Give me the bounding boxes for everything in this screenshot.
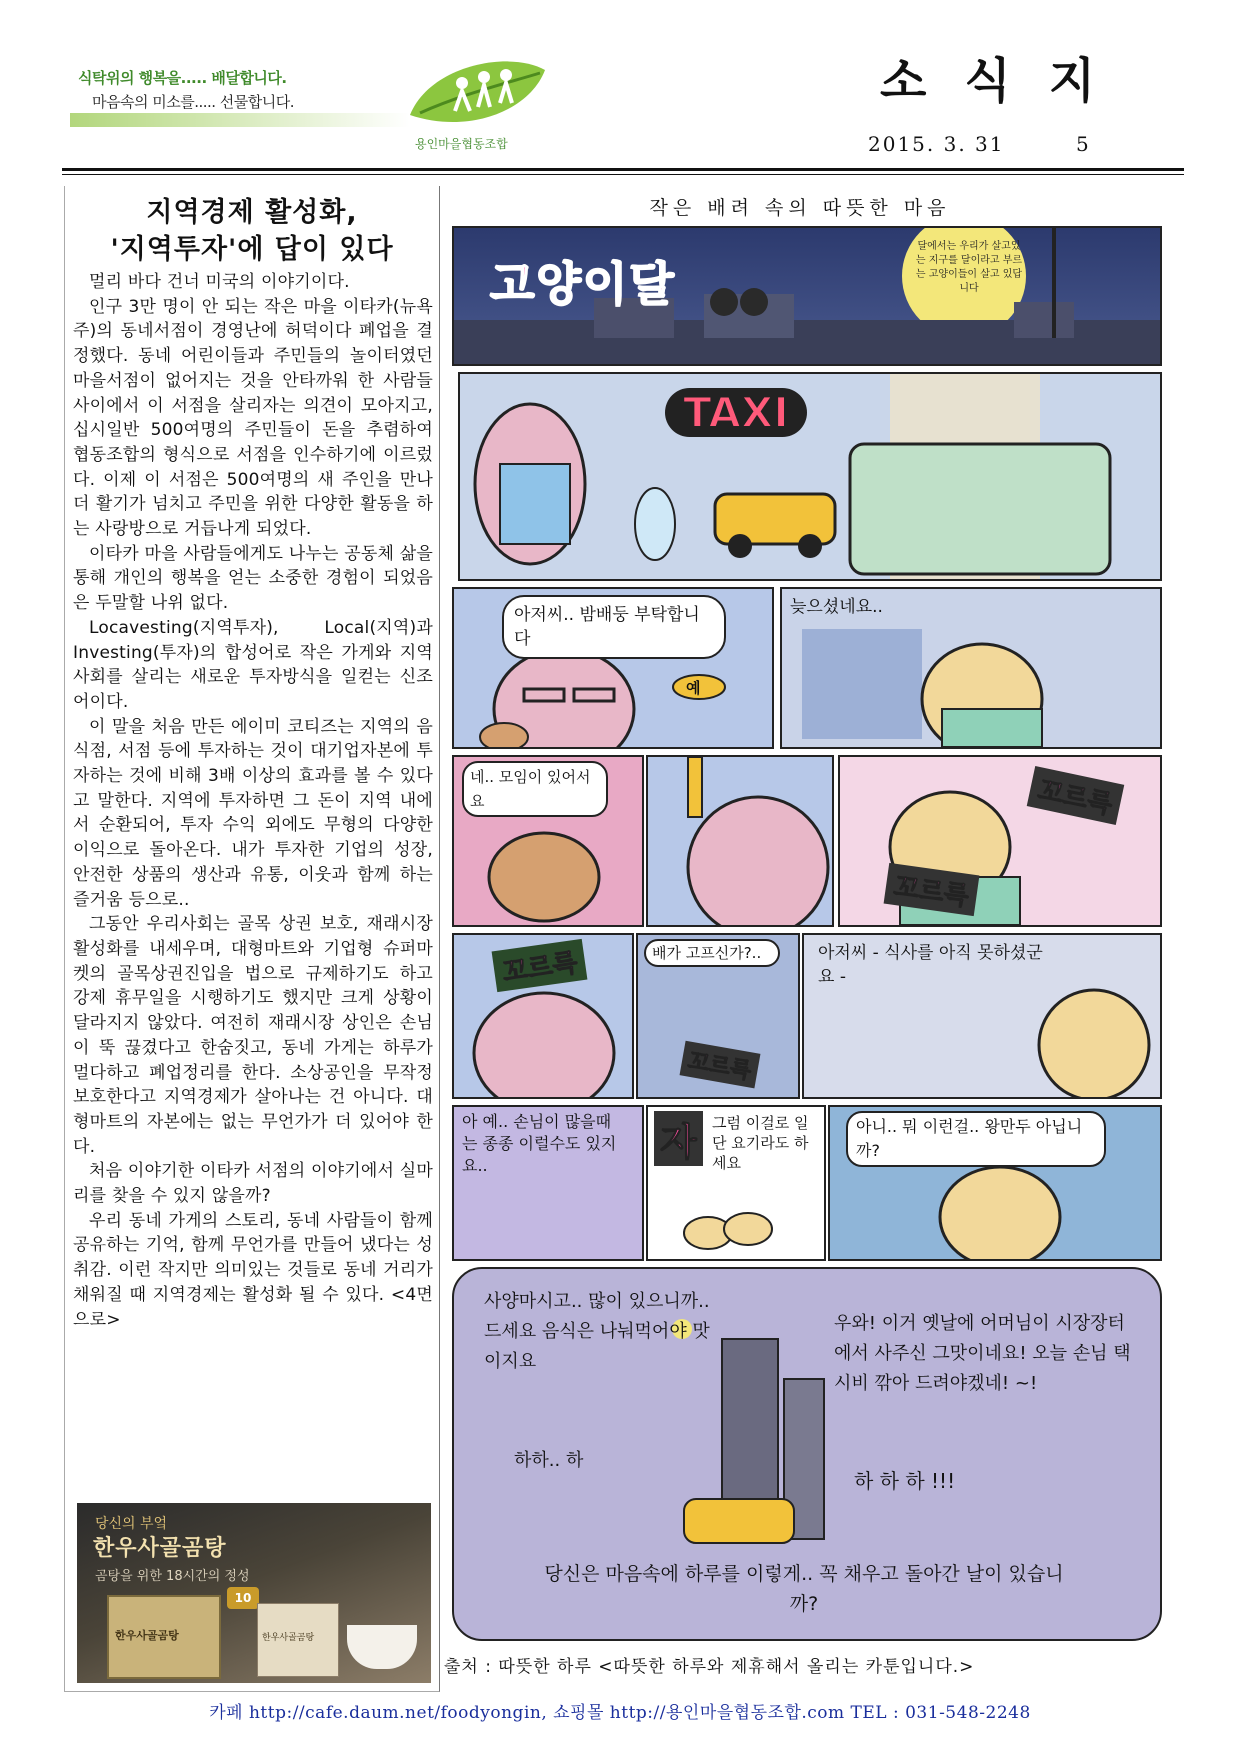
ad-pouch-label: 한우사골곰탕 — [262, 1633, 315, 1643]
taxi-sign: TAXI — [665, 388, 807, 437]
article-title-line-1: 지역경제 활성화, — [146, 197, 358, 228]
cartoon-logo: 고양이달 — [490, 257, 676, 311]
moon-caption: 달에서는 우리가 살고있는 지구를 달이라고 부르는 고양이들이 살고 있답니다 — [915, 241, 1023, 294]
panel-passenger-request — [452, 587, 774, 749]
speech-text: 그럼 이걸로 일단 요기라도 하세요 — [712, 1114, 809, 1172]
article-paragraph: 이타카 마을 사람들에게도 나누는 공동체 삶을 통해 개인의 행복을 얻는 소중한 경험이 되었음은 두말할 나위 없다. — [73, 543, 433, 614]
cartoon-credit: 출처 : 따뜻한 하루 <따뜻한 하루와 제휴해서 올리는 카툰입니다.> — [444, 1657, 975, 1677]
panel-driver-reply — [452, 1105, 644, 1261]
slogan-line-2: 마음속의 미소를..... 선물합니다. — [92, 93, 295, 111]
speech-text: 배가 고프신가?.. — [644, 939, 780, 967]
panel-taxi — [458, 372, 1162, 581]
article-paragraph: 멀리 바다 건너 미국의 이야기이다. — [89, 272, 350, 292]
panel-not-eaten — [802, 933, 1162, 1099]
panel-offer-dumplings — [646, 1105, 826, 1261]
panel-meeting — [452, 755, 644, 927]
coop-name: 용인마을협동조합 — [415, 137, 508, 151]
ad-product-box — [107, 1595, 221, 1679]
slogan-line-1: 식탁위의 행복을..... 배달합니다. — [78, 69, 287, 87]
closing-question: 당신은 마음속에 하루를 이렇게.. 꼭 채우고 돌아간 날이 있습니까? — [544, 1563, 1064, 1615]
speech-text: 우와! 이거 옛날에 어머님이 시장장터에서 사주신 그맛이네요! 오늘 손님 택시비 깎아 드려야겠네! ~! — [834, 1313, 1131, 1394]
sfx-ja: 자 — [654, 1111, 703, 1166]
article-body — [73, 270, 433, 1332]
cartoon-heading: 작은 배려 속의 따뜻한 마음 — [649, 197, 951, 219]
panel-ending — [452, 1267, 1162, 1641]
speech-text: 아니.. 뭐 이런걸.. 왕만두 아닙니까? — [846, 1111, 1106, 1167]
speech-text: 하 하 하 !!! — [854, 1469, 956, 1493]
ad-product-name: 한우사골곰탕 — [93, 1536, 227, 1561]
panel-driver-surprised — [828, 1105, 1162, 1261]
ad-kicker: 당신의 부엌 — [95, 1516, 168, 1532]
article-paragraph: Locavesting(지역투자), Local(지역)과 Investing(투자)의 합성어로 작은 가게와 지역사회를 살리는 새로운 투자방식을 일컫는 신조어이다. — [73, 617, 433, 712]
speech-text: 네.. 모임이 있어서요 — [462, 761, 608, 817]
ad-box-label: 한우사골곰탕 — [115, 1629, 179, 1642]
advertisement[interactable] — [77, 1503, 431, 1683]
article-title — [65, 194, 439, 268]
article-paragraph: 그동안 우리사회는 골목 상권 보호, 재래시장 활성화를 내세우며, 대형마트와 기업형 슈퍼마켓의 골목상권진입을 법으로 규제하기도 하고 강제 휴무일을 시행하기도 했지만 크게 상황이 달라지지 않았다. 여전히 재래시장 상인은 손님이 뚝 끊겼다고 한숨짓고, 동네 가게는 하루가 멀다하고 폐업정리를 한다. 소상공인을 무작정 보호한다고 지역경제가 살아나는 건 아니다. 대형마트의 자본에는 없는 무언가가 더 있어야 한다. — [73, 914, 433, 1157]
sfx-gurgle-3: 꼬르륵 — [492, 939, 588, 992]
issue-date: 2015. 3. 31 — [868, 132, 1005, 156]
panel-driver-thinking — [636, 933, 800, 1099]
article-title-line-2: '지역투자'에 답이 있다 — [110, 234, 394, 265]
article-column — [64, 186, 440, 1692]
article-paragraph: 우리 동네 가게의 스토리, 동네 사람들이 함께 공유하는 기억, 함께 무언가를 만들어 냈다는 성취감. 이런 작지만 의미있는 것들로 동네 거리가 채워질 때 지역경제는 활성화 될 수 있다. <4면으로> — [73, 1210, 433, 1330]
article-paragraph: 처음 이야기한 이타카 서점의 이야기에서 실마리를 찾을 수 있지 않을까? — [73, 1161, 433, 1207]
slogan-highlight — [70, 113, 410, 127]
header-rule — [62, 168, 1184, 171]
panel-closeup — [646, 755, 834, 927]
soup-cup-icon — [347, 1625, 417, 1669]
speech-text: 하하.. 하 — [514, 1450, 584, 1471]
taxi-street-illustration — [460, 374, 1160, 579]
panel-stomach — [838, 755, 1162, 927]
panel-driver-late — [780, 587, 1162, 749]
header-logo — [70, 55, 540, 160]
masthead-title: 소식지 — [880, 53, 1134, 109]
egg-label: 예 — [686, 679, 701, 697]
issue-number: 5 — [1076, 132, 1089, 156]
speech-text: 사양마시고.. 많이 있으니까.. 드세요 음식은 나눠먹어야 맛이지요 — [484, 1291, 710, 1372]
ad-badge: 10 — [227, 1587, 259, 1609]
article-paragraph: 인구 3만 명이 안 되는 작은 마을 이타카(뉴욕주)의 동네서점이 경영난에 허덕이다 폐업을 결정했다. 동네 어린이들과 주민들의 놀이터였던 마을서점이 없어지는 것을 안타까워 한 사람들 사이에서 이 서점을 살리자는 의견이 모아지고, 십시일반 500여명의 주민들이 돈을 추렴하여 협동조합의 형식으로 서점을 인수하기에 이르렀다. 이제 이 서점은 500여명의 새 주인을 만나 더 활기가 넘치고 주민을 위한 다양한 활동을 하는 사랑방으로 거듭나게 되었다. — [73, 296, 433, 540]
sfx-gurgle-1: 꼬르륵 — [1027, 766, 1125, 825]
speech-text: 늦으셨네요.. — [790, 597, 883, 617]
closeup-cat-illustration — [648, 757, 832, 925]
article-paragraph: 이 말을 처음 만든 에이미 코티즈는 지역의 음식점, 서점 등에 투자하는 것이 대기업자본에 투자하는 것에 비해 3배 이상의 효과를 볼 수 있다고 말한다. 지역에 투자하면 그 돈이 지역 내에서 순환되어, 투자 수익 외에도 무형의 다양한 이익으로 돌아온다. 내가 투자한 기업의 성장, 안전한 상품의 생산과 유통, 이웃과 함께 하는 즐거움 등으로.. — [73, 716, 433, 910]
speech-text: 아 예.. 손님이 많을때는 종종 이럴수도 있지요.. — [462, 1112, 617, 1175]
speech-text: 아저씨 - 식사를 아직 못하셨군요 - — [818, 943, 1043, 987]
leaf-logo-icon — [400, 55, 550, 135]
dumplings-illustration — [648, 1199, 824, 1259]
ad-product-pouch — [257, 1603, 339, 1677]
footer-contact[interactable]: 카페 http://cafe.daum.net/foodyongin, 쇼핑몰 http://용인마을협동조합.com TEL : 031-548-2248 — [209, 1703, 1031, 1723]
panel-hungry-passenger — [452, 933, 634, 1099]
cartoon-banner — [452, 226, 1162, 366]
cartoon-strip — [440, 222, 1162, 1642]
speech-bubble: 아저씨.. 밤배둥 부탁합니다 — [502, 595, 726, 659]
ad-tagline: 곰탕을 위한 18시간의 정성 — [95, 1569, 250, 1584]
sfx-gurgle-4: 꼬르륵 — [680, 1041, 761, 1089]
header-rule-thin — [62, 174, 1184, 175]
sfx-gurgle-2: 꼬르륵 — [884, 863, 980, 916]
